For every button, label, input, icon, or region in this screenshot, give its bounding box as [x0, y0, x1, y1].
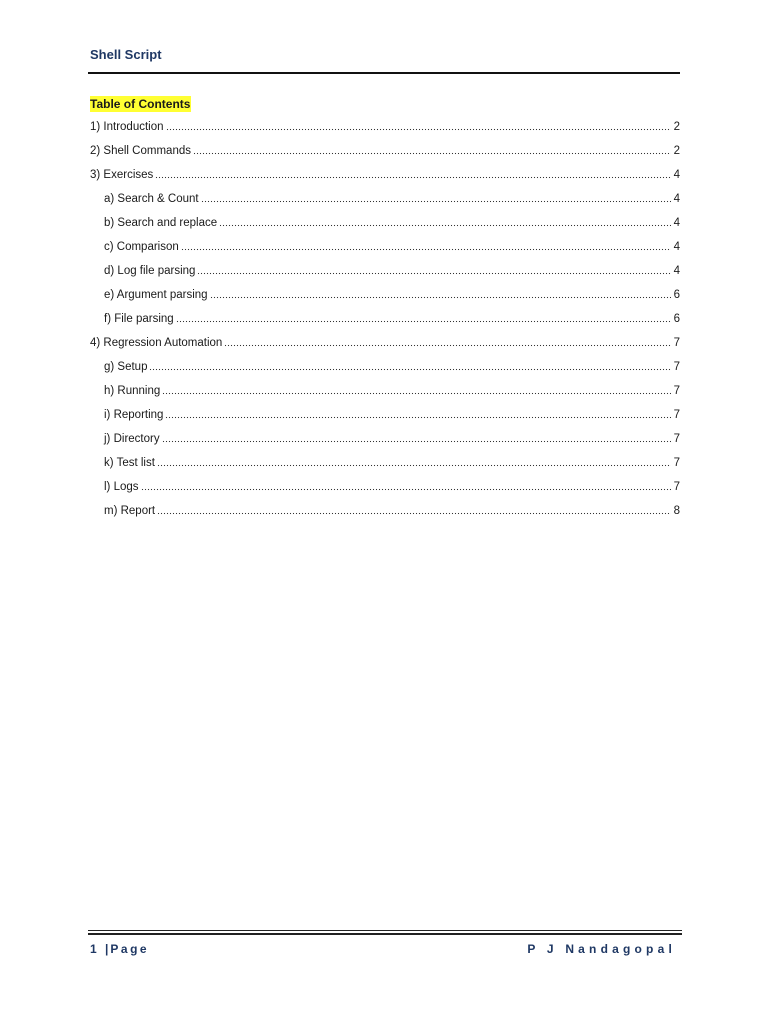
toc-entry[interactable]: [90, 182, 680, 206]
toc-entry[interactable]: [90, 134, 680, 158]
toc-entry-page-number: 4: [673, 169, 680, 181]
toc-entry-page-number: 7: [673, 457, 680, 469]
toc-dot-leader: [201, 200, 671, 203]
toc-heading: Table of Contents: [90, 97, 191, 111]
toc-dot-leader: [157, 464, 671, 467]
toc-dot-leader: [155, 176, 671, 179]
toc-entry-title: 1) Introduction: [90, 121, 164, 133]
toc-dot-leader: [162, 440, 671, 443]
footer-divider-thin: [88, 930, 682, 931]
toc-entry-title: 4) Regression Automation: [90, 337, 223, 349]
toc-entry-page-number: 6: [673, 313, 680, 325]
toc-entry-page-number: 7: [673, 409, 680, 421]
toc-entry-page-number: 7: [673, 361, 680, 373]
toc-dot-leader: [176, 320, 671, 323]
toc-entry-page-number: 7: [673, 385, 680, 397]
toc-entry[interactable]: [90, 206, 680, 230]
toc-entry-title: a) Search & Count: [104, 193, 199, 205]
footer-divider-thick: [88, 933, 682, 935]
toc-entry-title: c) Comparison: [104, 241, 179, 253]
footer-page-indicator: [90, 942, 149, 956]
toc-entry-title: m) Report: [104, 505, 156, 517]
toc-entry-page-number: 8: [673, 505, 680, 517]
toc-entry[interactable]: [90, 326, 680, 350]
toc-dot-leader: [157, 512, 671, 515]
toc-dot-leader: [224, 344, 671, 347]
toc-entry-title: i) Reporting: [104, 409, 164, 421]
toc-dot-leader: [165, 416, 671, 419]
toc-entry-title: k) Test list: [104, 457, 155, 469]
toc-entry[interactable]: [90, 470, 680, 494]
toc-dot-leader: [193, 152, 671, 155]
toc-entry-title: j) Directory: [104, 433, 160, 445]
footer-author: P J Nandagopal: [527, 942, 676, 956]
footer-page-label: Page: [110, 942, 150, 956]
toc-entry[interactable]: [90, 398, 680, 422]
toc-entry-title: 3) Exercises: [90, 169, 154, 181]
toc-entry[interactable]: [90, 114, 680, 134]
toc-entry-page-number: 4: [673, 217, 680, 229]
toc-dot-leader: [210, 296, 671, 299]
toc-entry[interactable]: [90, 254, 680, 278]
toc-entry-title: 2) Shell Commands: [90, 145, 191, 157]
toc-entry-title: d) Log file parsing: [104, 265, 196, 277]
toc-entry[interactable]: [90, 350, 680, 374]
toc-dot-leader: [166, 128, 671, 131]
toc-entry[interactable]: [90, 494, 680, 518]
toc-entry[interactable]: [90, 446, 680, 470]
document-header-title: Shell Script: [90, 47, 162, 62]
toc-entry-title: h) Running: [104, 385, 161, 397]
toc-entry-page-number: 2: [673, 145, 680, 157]
toc-entry-list: [90, 114, 680, 518]
toc-entry[interactable]: [90, 158, 680, 182]
toc-dot-leader: [181, 248, 671, 251]
toc-entry-title: e) Argument parsing: [104, 289, 208, 301]
toc-entry-page-number: 7: [673, 337, 680, 349]
toc-entry-title: g) Setup: [104, 361, 148, 373]
toc-entry-title: b) Search and replace: [104, 217, 218, 229]
toc-entry-title: f) File parsing: [104, 313, 174, 325]
toc-dot-leader: [141, 488, 671, 491]
header-divider: [88, 72, 680, 74]
toc-entry-page-number: 6: [673, 289, 680, 301]
table-of-contents: [90, 95, 680, 518]
toc-entry-page-number: 4: [673, 193, 680, 205]
toc-entry-page-number: 7: [673, 481, 680, 493]
toc-entry-title: l) Logs: [104, 481, 139, 493]
toc-entry[interactable]: [90, 278, 680, 302]
toc-entry-page-number: 7: [673, 433, 680, 445]
toc-entry-page-number: 4: [673, 265, 680, 277]
footer-page-number: 1: [90, 942, 100, 956]
toc-dot-leader: [219, 224, 671, 227]
toc-dot-leader: [197, 272, 671, 275]
footer-separator: |: [105, 942, 109, 956]
toc-entry[interactable]: [90, 230, 680, 254]
toc-dot-leader: [162, 392, 671, 395]
toc-entry[interactable]: [90, 374, 680, 398]
toc-entry[interactable]: [90, 422, 680, 446]
toc-entry-page-number: 4: [673, 241, 680, 253]
toc-entry-page-number: 2: [673, 121, 680, 133]
toc-dot-leader: [149, 368, 671, 371]
toc-entry[interactable]: [90, 302, 680, 326]
